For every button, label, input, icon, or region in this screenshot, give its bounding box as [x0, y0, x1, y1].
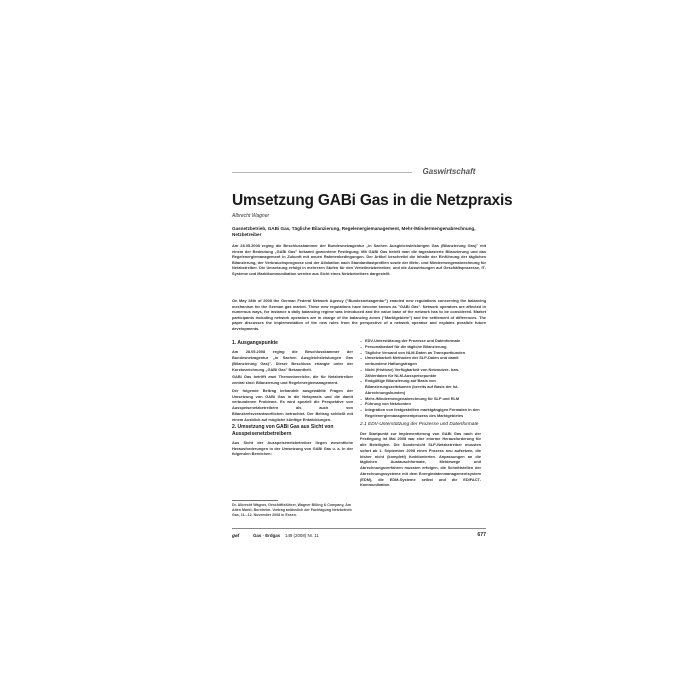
section-1-paragraph-3: Der folgende Beitrag behandelt ausgewählte Fragen der Umsetzung von GABi Gas in die Netzpraxis und die damit verbundenen Probleme. Es wird speziell die Perspektive von Ausspeisenetzbetreibern als auch von Bilanzkreisverantwortlichen betrachtet. Der Beitrag schließt mit einem Ausblick auf mögliche künftige Entwicklungen. [232, 387, 353, 422]
challenge-list-item: – Führung von Netzkonten [360, 401, 481, 407]
article-title: Umsetzung GABi Gas in die Netzpraxis [232, 192, 513, 209]
abstract-english: On May 28th of 2008 the German Federal Network Agency ("Bundesnetzagentur") enacted new regulations concerning the balancing mechanism for the German gas market. These new regulations have become known as "GABi Gas". Network operators are affected in numerous ways, for instance a daily balancing regime was introduced and the value base of the network has to be considered. Market participants including network operators are in charge of the balancing zones ("Marktgebiete") and the settlement of differences. The paper discusses the implementation of the new rules from the perspective of a network operator and explains possible future developments. [232, 298, 486, 331]
challenge-list-item: – Mehr-/Mindermengenabrechnung für SLP und RLM [360, 396, 481, 402]
author-footnote: Dr. Albrecht Wagner, Geschäftsführer, Wagner Billing & Company, Am Alten Markt, Bornheim. Vortrag anlässlich der Fachtagung Netzbetrieb Gas, 11.–12. November 2008 in Essen. [232, 503, 352, 517]
section-2-heading: 2. Umsetzung von GABi Gas aus Sicht von Ausspeisenetzbetreibern [232, 424, 334, 437]
subsection-2-1-paragraph: Der Startpunkt zur Implementierung von GABi Gas nach der Festlegung ist Mai 2008 war eine enorme Herausforderung für alle Beteiligten. Die Sondersicht SLP-Netzbetreiber mussten sofort ab 1. September 2008 einen Prozess neu aufsetzen, die bisher nicht (komplett) funktionierten. Anpassungen an die täglichen Austauschformate, Meldewege und Abrechnungsverfahren mussten erfolgen, die Schnittstellen der Abrechnungssysteme mit dem Energiedatenmanagementsystem (EDM), die EDM-Systeme selbst und die EDIFACT-Kommunikation [360, 430, 481, 488]
challenge-list-item: – Umsetzbarkeit Methoden der SLP-Daten und damit verbundene Haftungsfragen [360, 355, 481, 367]
journal-logo: gwf [232, 533, 239, 538]
challenge-list-item: – Integration von festgestellten marktgängigen Formaten in den Regelenergiemanagementprozess des Marktgebietes [360, 407, 481, 419]
challenge-list [360, 338, 481, 419]
section-tag: Gaswirtschaft [412, 166, 486, 177]
challenge-list-item: – Tägliche Versand von NLM-Daten an Transportkunden [360, 350, 481, 356]
article-author: Albrecht Wagner [232, 213, 270, 219]
challenge-list-item: – Nicht (fristlose) Verfügbarkeit von Netznutzer- bzw. Zählerdaten für NLM-Ausspeisepunkte [360, 367, 481, 379]
right-column [360, 338, 481, 490]
page-number: 677 [477, 532, 486, 538]
left-column [232, 338, 353, 459]
section-1-paragraph-1: Am 28.05.2008 erging die Beschlusskammer der Bundesnetzagentur „in Sachen Ausgleichsleistungen Gas (Bilanzierung Gas)". Dieser Beschluss erlangte unter der Kurzbezeichnung „GABi Gas" Bekanntheit. [232, 349, 353, 372]
challenge-list-item: – EDV-Unterstützung der Prozesse und Datenformate [360, 338, 481, 344]
challenge-list-item: – Personalbedarf für die tägliche Bilanzierung [360, 344, 481, 350]
challenge-list-item: – Endgültige Bilanzierung auf Basis von Bilanzierungszeiträumen (bereits auf Basis der Ist-Abrechnungskunden) [360, 378, 481, 395]
abstract-german: Am 28.05.2008 erging die Beschlusskammer der Bundesnetzagentur „in Sachen Ausgleichsleistungen Gas (Bilanzierung Gas)" mit einem der Bedeutung „GABi Gas" bekannt gewordene Festlegung. Mit GABi Gas betritt man die tagesbasierte Bilanzierung und das Regelenergiemanagement in Zukunft mit neuen Rahmenbedingungen. Der Artikel beschreibt die Inhalte der Einführung der täglichen Bilanzierung, der Verbrauchsprognose und der Allokation nach Standardlastprofilen sowie der Mehr- und Mindermengenabrechnung für Netzbetreiber. Die Umsetzung erfolgt in mehreren Stufen für den Verteilnetzbetreiber, und die Auswirkungen auf Geschäftsprozesse, IT-Systeme und Marktkommunikation werden aus Sicht eines Netzbetreibers dargestellt. [232, 243, 486, 276]
journal-issue: 149 (2008) Nr. 11 [285, 533, 319, 538]
journal-name: Gas · Erdgas [253, 533, 281, 538]
section-2-paragraph-1: Aus Sicht der Ausspeisenetzbetreiber liegen wesentliche Herausforderungen in der Umsetzung von GABi Gas u. a. in der folgenden Bereichen: [232, 439, 353, 457]
footer-rule [232, 528, 486, 529]
footnote-rule [232, 500, 278, 501]
page-footer [232, 531, 486, 540]
section-1-heading: 1. Ausgangspunkte [232, 340, 278, 346]
article-keywords: Gasnetzbetrieb, GABi Gas, Tägliche Bilanzierung, Regelenergiemanagement, Mehr-/Mindermengenabrechnung, Netzbetreiber [232, 226, 476, 238]
section-1-paragraph-2: GABi Gas betrifft zwei Themenbereiche, die für Netzbetreiber zentral sind: Bilanzierung und Regelenergiemanagement. [232, 374, 353, 386]
subsection-2-1-heading: 2.1 EDV-Unterstützung der Prozesse und Datenformate [360, 421, 479, 427]
